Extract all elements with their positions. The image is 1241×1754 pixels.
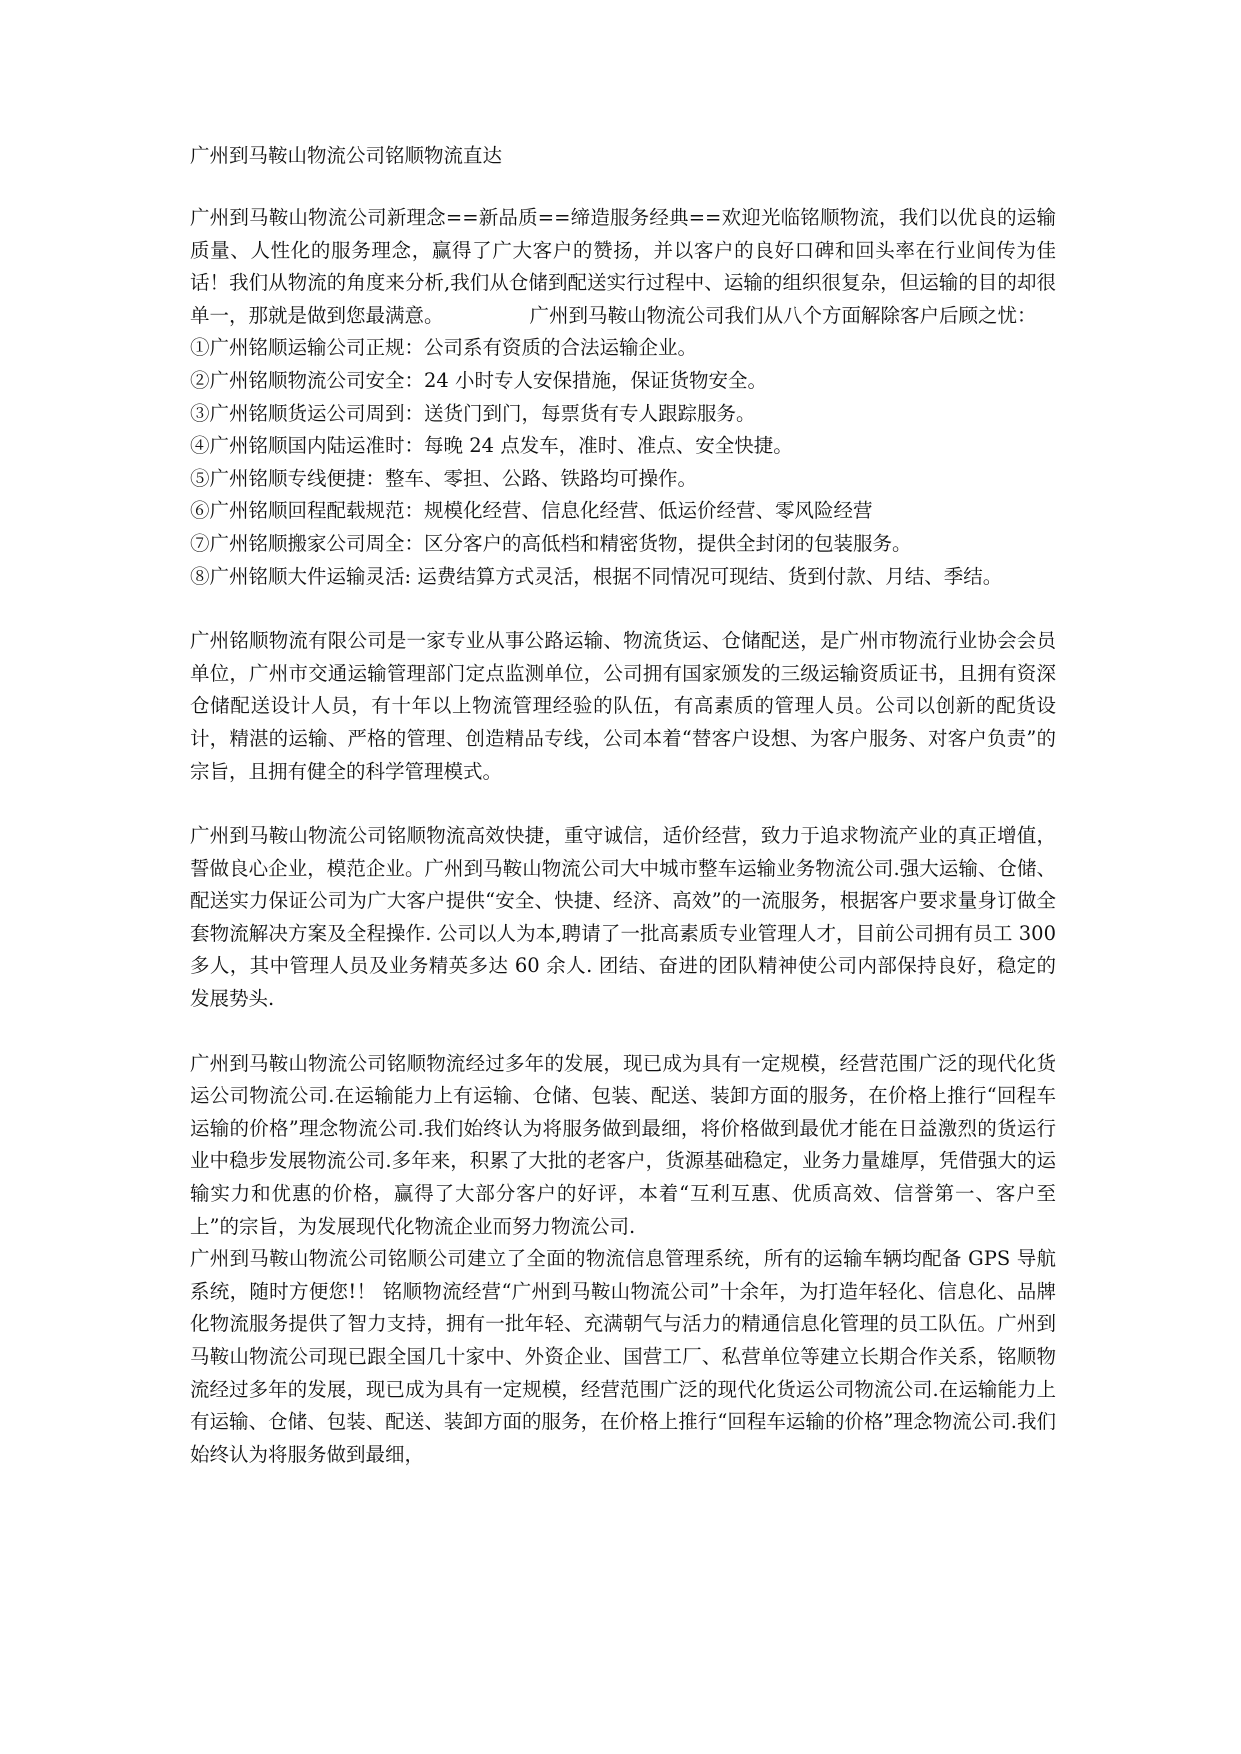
list-item: ⑤广州铭顺专线便捷：整车、零担、公路、铁路均可操作。 <box>190 466 698 490</box>
intro-text-part1: 广州到马鞍山物流公司新理念==新品质==缔造服务经典==欢迎光临铭顺物流，我们以优良的运输质量、人性化的服务理念，赢得了广大客户的赞扬，并以客户的良好口碑和回头率在行业间传为佳话！我们从物流的角度来分析,我们从仓储到配送实行过程中、运输的组织很复杂，但运输的目的却很单一，那就是做到您最满意。 <box>190 206 1056 327</box>
list-item: ②广州铭顺物流公司安全：24 小时专人安保措施，保证货物安全。 <box>190 368 768 392</box>
list-item: ⑦广州铭顺搬家公司周全：区分客户的高低档和精密货物，提供全封闭的包装服务。 <box>190 531 912 555</box>
list-item: ⑧广州铭顺大件运输灵活: 运费结算方式灵活，根据不同情况可现结、货到付款、月结、季结。 <box>190 564 1003 588</box>
system-paragraph: 广州到马鞍山物流公司铭顺公司建立了全面的物流信息管理系统，所有的运输车辆均配备 GPS 导航系统，随时方便您!！ 铭顺物流经营“广州到马鞍山物流公司”十余年，为打造年轻化、信息化、品牌化物流服务提供了智力支持，拥有一批年轻、充满朝气与活力的精通信息化管理的员工队伍。广州到马鞍山物流公司现已跟全国几十家中、外资企业、国营工厂、私营单位等建立长期合作关系，铭顺物流经过多年的发展，现已成为具有一定规模，经营范围广泛的现代化货运公司物流公司.在运输能力上有运输、仓储、包装、配送、装卸方面的服务，在价格上推行“回程车运输的价格”理念物流公司.我们始终认为将服务做到最细， <box>190 1247 1056 1466</box>
intro-text-part2: 广州到马鞍山物流公司我们从八个方面解除客户后顾之忧： <box>529 303 1037 327</box>
document-page <box>190 140 1056 1471</box>
paragraph-gap <box>190 788 1056 820</box>
paragraph-gap <box>190 1016 1056 1048</box>
company-paragraph: 广州铭顺物流有限公司是一家专业从事公路运输、物流货运、仓储配送，是广州市物流行业协会会员单位，广州市交通运输管理部门定点监测单位，公司拥有国家颁发的三级运输资质证书，且拥有资深仓储配送设计人员，有十年以上物流管理经验的队伍，有高素质的管理人员。公司以创新的配货设计，精湛的运输、严格的管理、创造精品专线，公司本着“替客户设想、为客户服务、对客户负责”的宗旨，且拥有健全的科学管理模式。 <box>190 629 1056 783</box>
list-item: ③广州铭顺货运公司周到：送货门到门，每票货有专人跟踪服务。 <box>190 401 756 425</box>
list-item: ①广州铭顺运输公司正规：公司系有资质的合法运输企业。 <box>190 336 698 360</box>
document-title: 广州到马鞍山物流公司铭顺物流直达 <box>190 144 503 167</box>
paragraph-gap <box>190 593 1056 625</box>
guarantee-list <box>190 332 1056 593</box>
list-item: ⑥广州铭顺回程配载规范：规模化经营、信息化经营、低运价经营、零风险经营 <box>190 499 873 523</box>
intro-paragraph <box>190 202 1056 332</box>
list-item: ④广州铭顺国内陆运准时：每晚 24 点发车，准时、准点、安全快捷。 <box>190 434 793 458</box>
efficiency-paragraph: 广州到马鞍山物流公司铭顺物流高效快捷，重守诚信，适价经营，致力于追求物流产业的真正增值，誓做良心企业，模范企业。广州到马鞍山物流公司大中城市整车运输业务物流公司.强大运输、仓储、配送实力保证公司为广大客户提供“安全、快捷、经济、高效”的一流服务，根据客户要求量身订做全套物流解决方案及全程操作. 公司以人为本,聘请了一批高素质专业管理人才，目前公司拥有员工 300 多人，其中管理人员及业务精英多达 60 余人. 团结、奋进的团队精神使公司内部保持良好，稳定的发展势头. <box>190 824 1056 1011</box>
development-paragraph: 广州到马鞍山物流公司铭顺物流经过多年的发展，现已成为具有一定规模，经营范围广泛的现代化货运公司物流公司.在运输能力上有运输、仓储、包装、配送、装卸方面的服务，在价格上推行“回程车运输的价格”理念物流公司.我们始终认为将服务做到最细，将价格做到最优才能在日益激烈的货运行业中稳步发展物流公司.多年来，积累了大批的老客户，货源基础稳定，业务力量雄厚，凭借强大的运输实力和优惠的价格，赢得了大部分客户的好评，本着“互利互惠、优质高效、信誉第一、客户至上”的宗旨，为发展现代化物流企业而努力物流公司. <box>190 1051 1056 1238</box>
